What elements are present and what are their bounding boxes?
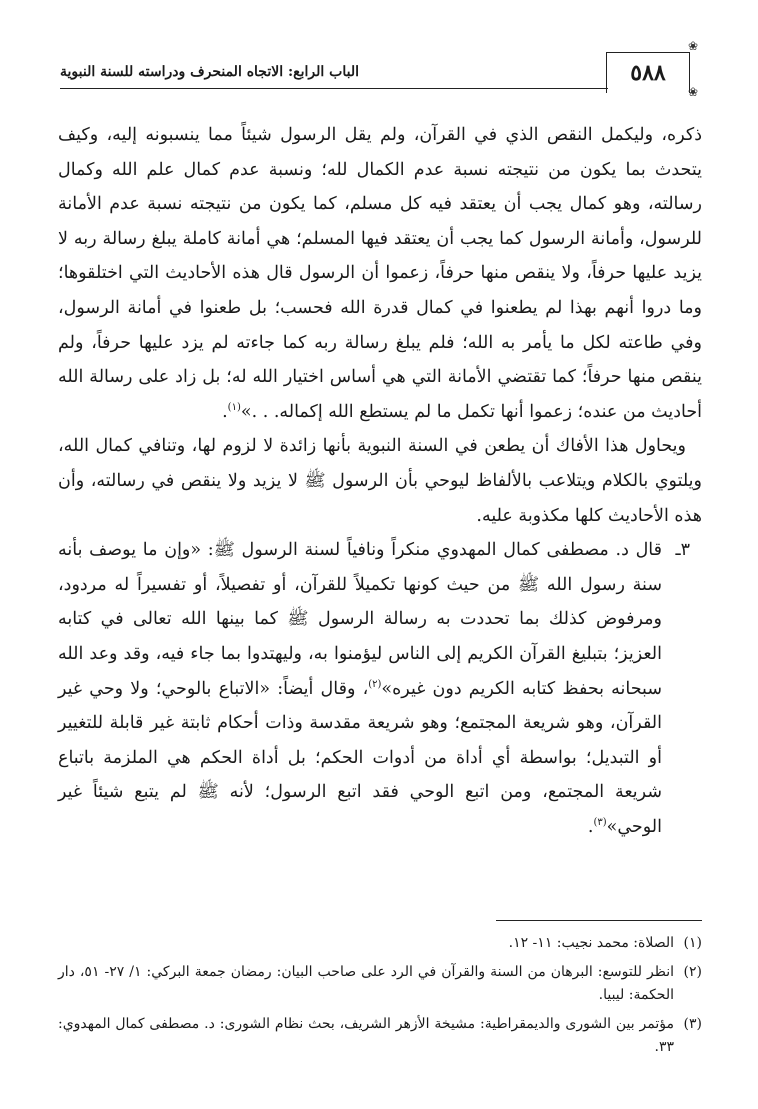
main-text xyxy=(58,118,702,844)
footnote-number: (١) xyxy=(683,935,702,951)
header-divider xyxy=(60,88,608,89)
footnote-divider xyxy=(496,920,702,921)
footnote-3 xyxy=(58,1013,702,1059)
list-item-3-text-continued: ، وقال أيضاً: «الاتباع بالوحي؛ ولا وحي غير القرآن، وهو شريعة المجتمع؛ وهو شريعة مقدسة وذات أحكام ثابتة غير قابلة للتغيير أو التبديل؛ بواسطة أي أداة من أدوات الحكم؛ بل أداة الحكم هي الملزمة باتباع شريعة المجتمع، ومن اتبع الوحي فقد اتبع الرسول؛ لأنه ﷺ لم يتبع شيئاً غير الوحي» xyxy=(58,678,662,837)
footnotes xyxy=(58,932,702,1065)
list-item-3 xyxy=(58,533,702,844)
list-item-3-text: قال د. مصطفى كمال المهدوي منكراً ونافياً لسنة الرسول ﷺ: «وإن ما يوصف بأنه سنة رسول الله ﷺ من حيث كونها تكميلاً للقرآن، أو تفصيلاً، أو تفسيراً له مردود، ومرفوض كذلك بما تحددت به رسالة الرسول ﷺ كما بينها الله تعالى في كتابه العزيز؛ بتبليغ القرآن الكريم إلى الناس ليؤمنوا به، وليهتدوا بما جاء فيه، وقد وعد الله سبحانه بحفظ كتابه الكريم دون غيره» xyxy=(58,540,662,699)
footnote-ref-3: (٣) xyxy=(593,817,607,829)
footnote-number: (٣) xyxy=(683,1016,702,1032)
paragraph-1-end: . xyxy=(222,401,228,422)
footnote-ref-2: (٢) xyxy=(368,678,382,690)
footnote-text: انظر للتوسع: البرهان من السنة والقرآن في الرد على صاحب البيان: رمضان جمعة البركي: ١/ ٢٧- ٥١، دار الحكمة: ليبيا. xyxy=(58,964,675,1003)
corner-ornament-icon: ❀ xyxy=(687,85,698,99)
chapter-title: الباب الرابع: الاتجاه المنحرف ودراسته للسنة النبوية xyxy=(60,64,359,80)
page-header xyxy=(60,39,698,99)
paragraph-2: ويحاول هذا الأفاك أن يطعن في السنة النبوية بأنها زائدة لا لزوم لها، وتنافي كمال الله، ويلتوي بالكلام ويتلاعب بالألفاظ ليوحي بأن الرسول ﷺ لا يزيد ولا ينقص في رسالته، وأن هذه الأحاديث كلها مكذوبة عليه. xyxy=(58,436,702,526)
list-item-3-end: . xyxy=(587,816,594,837)
footnote-ref-1: (١) xyxy=(227,401,241,413)
footnote-1 xyxy=(58,932,702,955)
footnote-text: الصلاة: محمد نجيب: ١١- ١٢. xyxy=(508,935,674,951)
page-number-box xyxy=(606,52,690,93)
footnote-2 xyxy=(58,961,702,1007)
paragraph-1-text: ذكره، وليكمل النقص الذي في القرآن، ولم يقل الرسول شيئاً مما ينسبونه إليه، وكيف يتحدث بما يكون من نتيجته نسبة عدم الكمال لله؛ ونسبة عدم كمال علم الله وكمال رسالته، وهو كمال يجب أن يعتقد فيه كل مسلم، كما يكون من نتيجته نسبة عدم الأمانة للرسول، وأمانة الرسول كما يجب أن يعتقد فيها المسلم؛ هي أمانة كاملة يبلغ رسالة ربه لا يزيد عليها حرفاً، ولا ينقص منها حرفاً، زعموا أن الرسول قال هذه الأحاديث التي اختلقوها؛ وما دروا أنهم بهذا لم يطعنوا في كمال قدرة الله فحسب؛ بل طعنوا في أمانة الرسول، وفي طاعته لكل ما يأمر به الله؛ فلم يبلغ رسالة ربه كما جاءته لم يزد عليها حرفاً، ولم ينقص منها حرفاً؛ كما تقتضي الأمانة التي هي أساس اختيار الله له؛ بل زاد على رسالة الله أحاديث من عنده؛ زعموا أنها تكمل ما لم يستطع الله إكماله. . .» xyxy=(58,125,702,422)
page-number: ٥٨٨ xyxy=(630,60,666,86)
paragraph-1 xyxy=(58,118,702,429)
list-item-number: ٣ـ xyxy=(675,540,690,561)
corner-ornament-icon: ❀ xyxy=(687,39,698,53)
footnote-number: (٢) xyxy=(683,964,702,980)
footnote-text: مؤتمر بين الشورى والديمقراطية: مشيخة الأزهر الشريف، بحث نظام الشورى: د. مصطفى كمال المهدوي: ٣٣. xyxy=(58,1016,674,1055)
